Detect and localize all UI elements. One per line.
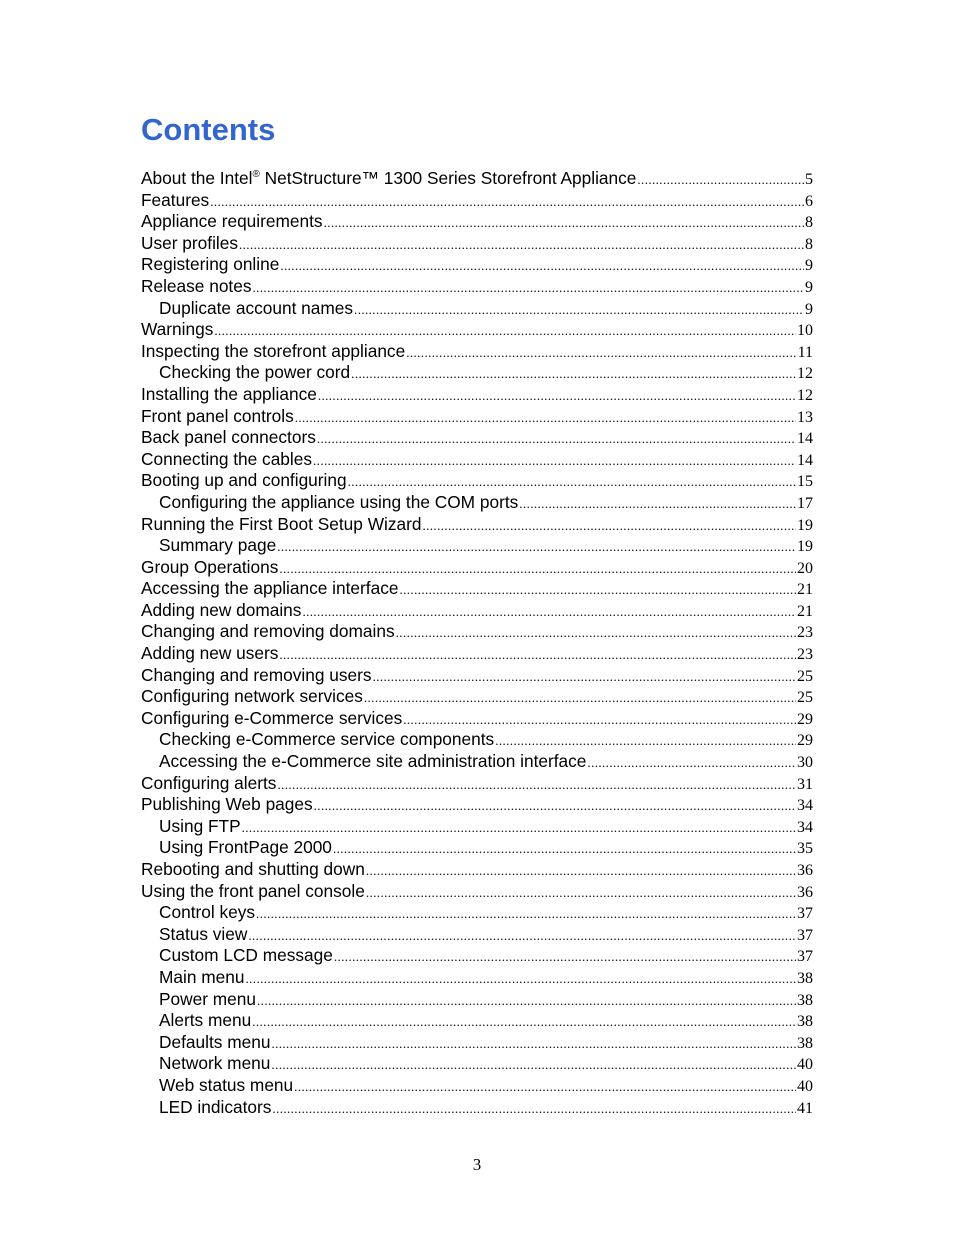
toc-entry-title: Web status menu [159,1074,294,1095]
toc-entry-page: 8 [805,214,813,232]
toc-entry-about[interactable] [141,168,813,190]
toc-entry-page: 37 [797,905,813,923]
toc-entry-title: Summary page [159,535,277,556]
toc-dot-leader [277,774,796,796]
toc-entry-title: Checking e-Commerce service components [159,729,495,750]
toc-entry[interactable] [141,600,813,622]
page-title: Contents [141,112,276,147]
toc-entry-page: 11 [797,343,813,361]
toc-dot-leader [294,1076,796,1098]
toc-entry-title: Accessing the e-Commerce site administration interface [159,751,587,772]
toc-entry-title: Back panel connectors [141,427,316,448]
toc-dot-leader [364,687,796,709]
toc-dot-leader [519,493,796,515]
toc-entry-title: Configuring e-Commerce services [141,707,403,728]
toc-entry-title: Changing and removing users [141,664,372,685]
toc-dot-leader [214,320,796,342]
toc-entry-page: 19 [797,516,813,534]
toc-dot-leader [256,903,796,925]
toc-entry[interactable] [141,643,813,665]
toc-dot-leader [248,925,796,947]
toc-entry[interactable] [141,362,813,384]
toc-entry-title: Publishing Web pages [141,794,313,815]
toc-entry-title: Accessing the appliance interface [141,578,399,599]
toc-entry[interactable] [141,276,813,298]
toc-title-suffix: NetStructure™ 1300 Series Storefront Appliance [259,168,637,188]
toc-dot-leader [272,1098,796,1120]
toc-entry[interactable] [141,665,813,687]
toc-entry-title: Defaults menu [159,1031,271,1052]
toc-entry[interactable] [141,708,813,730]
toc-entry-title: Group Operations [141,556,279,577]
toc-entry-title: Configuring network services [141,686,363,707]
toc-entry-title: Registering online [141,254,280,275]
toc-dot-leader [271,1054,796,1076]
toc-entry[interactable] [141,578,813,600]
toc-entry-title: Using the front panel console [141,880,365,901]
toc-entry-title [141,168,636,190]
toc-dot-leader [366,860,796,882]
toc-entry-title: Adding new domains [141,599,302,620]
toc-entry-title: Checking the power cord [159,362,351,383]
toc-dot-leader [302,601,796,623]
toc-entry-title: Inspecting the storefront appliance [141,340,406,361]
toc-entry-title: Rebooting and shutting down [141,859,365,879]
toc-entry-title: Appliance requirements [141,211,323,232]
toc-entry-page: 38 [797,969,813,987]
toc-entry-title: Status view [159,923,248,944]
toc-dot-leader [324,212,804,234]
toc-entry[interactable] [141,298,813,320]
toc-entry[interactable] [141,190,813,212]
toc-entry-page: 30 [797,754,813,772]
toc-entry[interactable] [141,1010,813,1032]
toc-entry-title: Adding new users [141,643,279,664]
toc-entry[interactable] [141,535,813,557]
toc-dot-leader [280,255,804,277]
toc-entry-title: LED indicators [159,1096,272,1117]
toc-dot-leader [242,817,796,839]
toc-entry[interactable] [141,557,813,579]
toc-entry[interactable] [141,773,813,795]
toc-entry-page: 25 [797,689,813,707]
toc-entry[interactable] [141,514,813,536]
toc-entry-page: 21 [797,602,813,620]
toc-dot-leader [279,558,796,580]
toc-entry-page: 35 [797,840,813,858]
toc-dot-leader [313,450,796,472]
toc-entry-page: 9 [805,278,813,296]
toc-entry-title: Custom LCD message [159,945,333,966]
toc-entry-page: 37 [797,926,813,944]
toc-dot-leader [406,342,796,364]
toc-entry[interactable] [141,881,813,903]
toc-entry-page: 13 [797,408,813,426]
toc-entry-page: 5 [805,171,813,188]
page-number: 3 [472,1155,482,1174]
toc-entry-title: Power menu [159,988,257,1009]
toc-entry[interactable] [141,211,813,233]
toc-entry[interactable] [141,406,813,428]
toc-entry-page: 23 [797,624,813,642]
toc-dot-leader [333,838,796,860]
toc-dot-leader [252,1011,796,1033]
toc-entry[interactable] [141,967,813,989]
toc-dot-leader [348,471,796,493]
toc-entry[interactable] [141,319,813,341]
toc-title-prefix: About the Intel [141,168,253,188]
toc-entry-page: 31 [797,775,813,793]
toc-entry[interactable] [141,794,813,816]
toc-entry[interactable] [141,1032,813,1054]
toc-entry-page: 14 [797,430,813,448]
toc-entry[interactable] [141,1097,813,1119]
toc-entry-page: 38 [797,991,813,1009]
toc-dot-leader [396,622,796,644]
toc-entry-page: 41 [797,1099,813,1117]
toc-entry-page: 6 [805,192,813,210]
toc-entry[interactable] [141,989,813,1011]
toc-entry-page: 36 [797,883,813,901]
toc-entry-title: User profiles [141,232,238,253]
toc-entry-title: Using FTP [159,815,241,836]
toc-entry-title: Configuring alerts [141,772,277,793]
toc-entry[interactable] [141,470,813,492]
toc-entry-page: 25 [797,667,813,685]
toc-entry[interactable] [141,1075,813,1097]
toc-dot-leader [399,579,796,601]
toc-entry[interactable] [141,686,813,708]
toc-entry-page: 38 [797,1013,813,1031]
toc-dot-leader [637,169,804,191]
toc-entry-page: 23 [797,646,813,664]
toc-entry-page: 12 [797,386,813,404]
toc-dot-leader [271,1033,796,1055]
toc-dot-leader [351,363,796,385]
toc-entry-page: 20 [797,559,813,577]
toc-dot-leader [318,385,796,407]
toc-entry[interactable] [141,621,813,643]
toc-entry-title: Duplicate account names [159,297,354,318]
toc-entry-title: Main menu [159,966,245,987]
registered-mark: ® [252,169,260,180]
toc-dot-leader [279,644,796,666]
toc-entry-page: 12 [797,365,813,383]
toc-entry-title: Connecting the cables [141,448,313,469]
toc-entry-title: Booting up and configuring [141,470,347,491]
toc-entry-page: 34 [797,797,813,815]
toc-entry-page: 9 [805,257,813,275]
toc-entry-page: 37 [797,948,813,966]
toc-dot-leader [587,752,796,774]
toc-entry[interactable] [141,449,813,471]
toc-entry[interactable] [141,945,813,967]
toc-entry-title: Features [141,189,210,210]
toc-entry-page: 19 [797,538,813,556]
toc-entry-title: Front panel controls [141,405,294,426]
toc-dot-leader [317,428,796,450]
toc-entry-page: 8 [805,235,813,253]
toc-entry-title: Network menu [159,1053,271,1074]
toc-dot-leader [314,795,796,817]
toc-entry[interactable] [141,427,813,449]
toc-dot-leader [373,666,796,688]
toc-dot-leader [295,407,796,429]
toc-entry-page: 21 [797,581,813,599]
toc-dot-leader [354,299,804,321]
table-of-contents [141,168,813,1118]
toc-entry[interactable] [141,837,813,859]
toc-entry-title: Configuring the appliance using the COM ports [159,491,519,512]
toc-entry[interactable] [141,384,813,406]
toc-entry-title: Control keys [159,902,256,923]
toc-entry-page: 36 [797,862,813,879]
toc-entry-title: Alerts menu [159,1010,252,1031]
toc-entry[interactable] [141,902,813,924]
toc-dot-leader [495,730,796,752]
toc-entry[interactable] [141,233,813,255]
toc-dot-leader [239,234,804,256]
toc-entry-page: 10 [797,322,813,340]
toc-entry-page: 29 [797,732,813,750]
toc-entry[interactable] [141,729,813,751]
toc-entry[interactable] [141,859,813,881]
toc-entry-page: 40 [797,1077,813,1095]
toc-entry-title: Running the First Boot Setup Wizard [141,513,422,534]
toc-dot-leader [252,277,804,299]
toc-entry-page: 34 [797,818,813,836]
toc-entry-page: 15 [797,473,813,491]
toc-entry[interactable] [141,492,813,514]
toc-dot-leader [366,882,796,904]
toc-entry[interactable] [141,254,813,276]
toc-entry-title: Changing and removing domains [141,621,395,642]
toc-dot-leader [257,990,796,1012]
toc-entry-page: 40 [797,1056,813,1074]
toc-dot-leader [246,968,797,990]
toc-entry-page: 14 [797,451,813,469]
toc-entry-page: 29 [797,710,813,728]
toc-entry-title: Warnings [141,319,214,340]
toc-dot-leader [403,709,796,731]
toc-entry[interactable] [141,816,813,838]
toc-entry[interactable] [141,751,813,773]
toc-entry-page: 9 [805,300,813,318]
toc-entry-page: 17 [797,494,813,512]
toc-entry-page: 38 [797,1034,813,1052]
toc-entry[interactable] [141,341,813,363]
toc-entry-title: Using FrontPage 2000 [159,837,332,858]
toc-dot-leader [334,946,796,968]
toc-entry-title: Release notes [141,275,252,296]
toc-dot-leader [210,191,804,213]
toc-entry-title: Installing the appliance [141,383,317,404]
toc-dot-leader [422,515,796,537]
toc-entry[interactable] [141,1053,813,1075]
toc-entry[interactable] [141,924,813,946]
toc-dot-leader [277,536,796,558]
